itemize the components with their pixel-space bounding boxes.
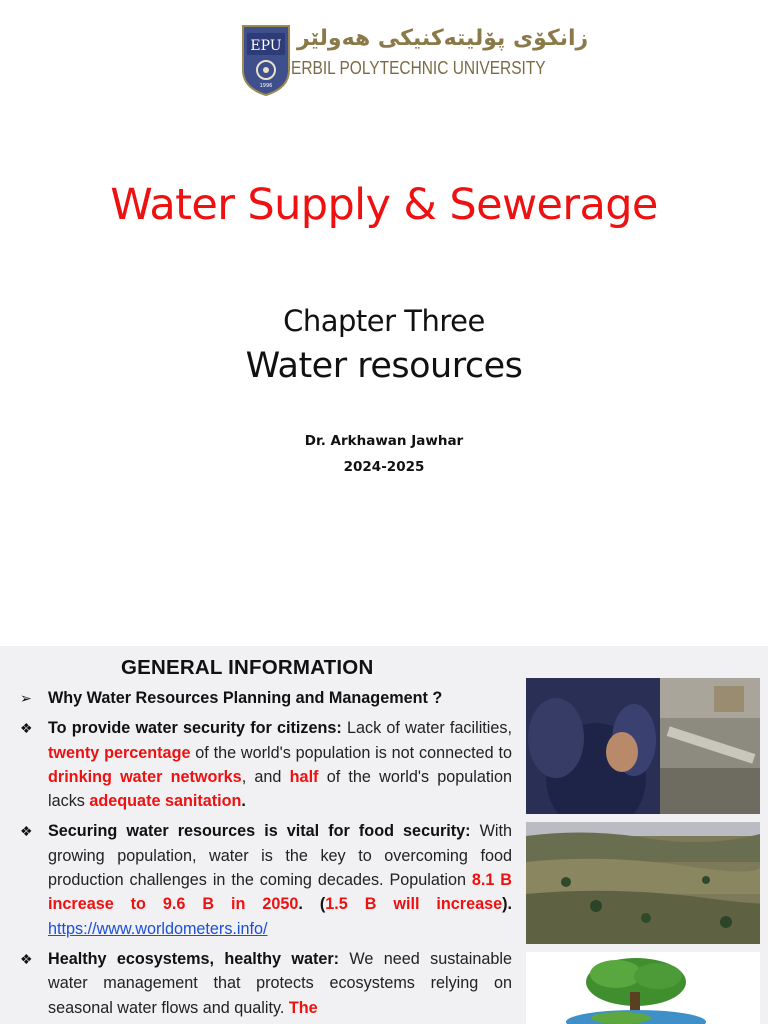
university-logo	[241, 24, 589, 98]
general-information-slide	[0, 646, 768, 1024]
bullet-text: . (	[298, 895, 326, 914]
epu-shield-icon	[241, 24, 291, 96]
intro-bullet	[20, 686, 512, 710]
bullet-text: We need sustainable water management that protects ecosystems relying on seasonal water flows and quality.	[48, 949, 512, 1017]
photo-farmland	[526, 822, 760, 944]
academic-year: 2024-2025	[343, 459, 425, 475]
bullet-text: , and	[241, 767, 290, 786]
chapter-subtitle: Water resources	[245, 346, 523, 386]
highlight-text: 8.1 B increase to 9.6 B in 2050	[48, 871, 512, 914]
course-title: Water Supply & Sewerage	[110, 180, 658, 230]
highlight-text: drinking water networks	[48, 767, 242, 786]
bullet-text: Lack of water facilities,	[341, 719, 512, 738]
diamond-bullet-icon: ❖	[20, 823, 33, 840]
slide-divider	[0, 628, 768, 646]
photo-tree-globe	[526, 952, 760, 1024]
shield-year: 1996	[259, 83, 273, 89]
photo-water-access	[526, 678, 760, 814]
chapter-label: Chapter Three	[283, 304, 485, 338]
highlight-text: The	[288, 998, 318, 1017]
arrow-bullet-icon: ➢	[20, 690, 32, 706]
bullet-ecosystems	[20, 947, 512, 1020]
bullet-lead: Healthy ecosystems, healthy water:	[48, 949, 340, 968]
bullet-text: of the world's population lacks	[48, 767, 512, 811]
bullet-lead: Securing water resources is vital for food security:	[48, 822, 471, 841]
author-name: Dr. Arkhawan Jawhar	[304, 433, 464, 449]
bullet-text: ).	[502, 895, 513, 914]
bullet-text: of the world's population is not connected to	[190, 743, 513, 762]
bullet-food-security	[20, 819, 512, 940]
university-name-kurdish: زانكۆی پۆلیتەكنیكی هەولێر	[297, 26, 589, 51]
diamond-bullet-icon: ❖	[20, 950, 33, 967]
intro-text: Why Water Resources Planning and Management ?	[48, 689, 443, 707]
highlight-text: adequate sanitation	[89, 792, 242, 811]
bullet-water-security	[20, 716, 512, 813]
shield-text: EPU	[250, 38, 282, 54]
diamond-bullet-icon: ❖	[20, 720, 33, 737]
bullet-list	[20, 686, 512, 1024]
highlight-text: half	[289, 767, 319, 786]
worldometers-link[interactable]: https://www.worldometers.info/	[48, 919, 268, 938]
highlight-text: 1.5 B will increase	[325, 895, 503, 914]
bullet-text: .	[241, 792, 246, 811]
bullet-text: With growing population, water is the key to overcoming food production challenges in the coming decades. Population	[48, 822, 513, 890]
bullet-lead: To provide water security for citizens:	[48, 719, 342, 738]
university-name-english: ERBIL POLYTECHNIC UNIVERSITY	[291, 58, 546, 78]
highlight-text: twenty percentage	[48, 743, 191, 762]
section-heading: GENERAL INFORMATION	[121, 656, 374, 679]
